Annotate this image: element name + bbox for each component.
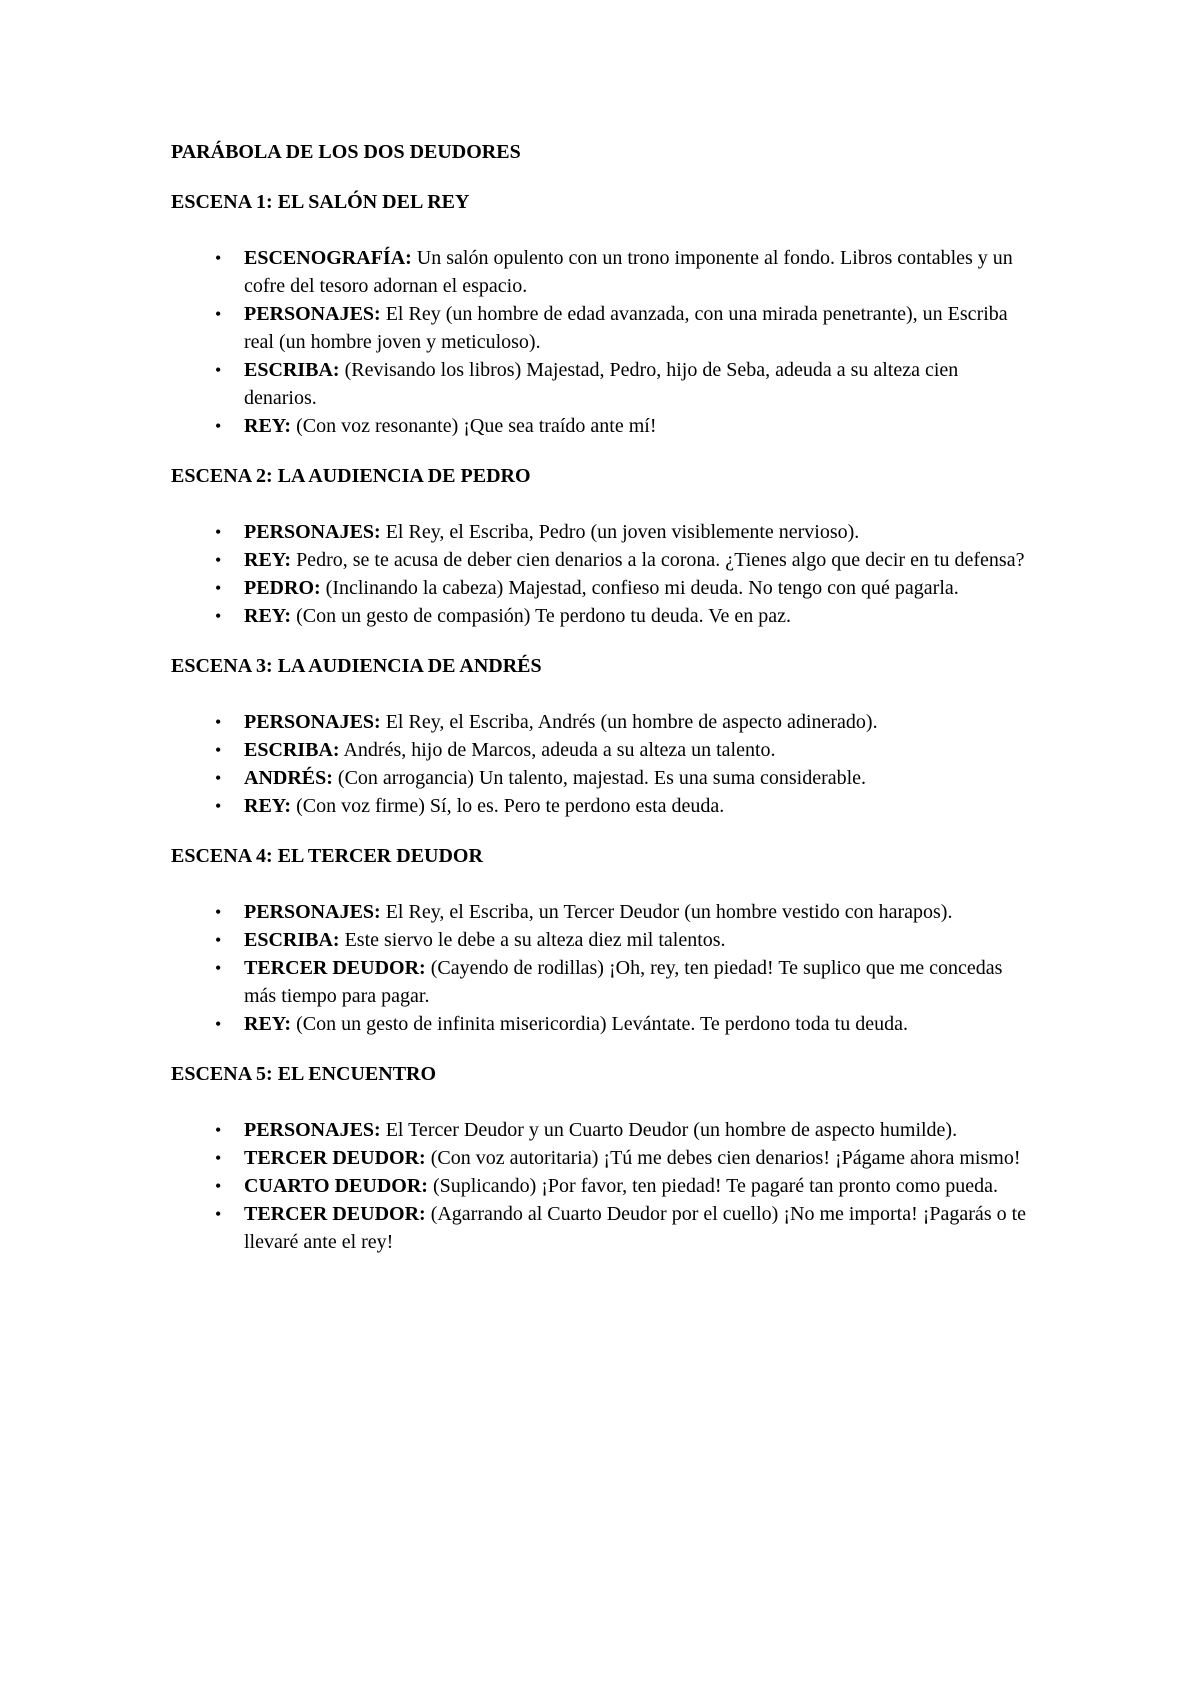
speaker-label: ESCRIBA: <box>244 739 340 761</box>
line-text: (Con un gesto de compasión) Te perdono tu deuda. Ve en paz. <box>291 605 792 627</box>
bullet-icon: • <box>215 958 222 978</box>
line-text: (Con voz resonante) ¡Que sea traído ante mí! <box>291 415 657 437</box>
scene-heading: ESCENA 3: LA AUDIENCIA DE ANDRÉS <box>171 655 542 677</box>
list-item <box>171 1116 1034 1144</box>
scene-3 <box>171 652 1071 820</box>
scene-heading: ESCENA 4: EL TERCER DEUDOR <box>171 845 483 867</box>
speaker-label: PERSONAJES: <box>244 521 381 543</box>
speaker-label: REY: <box>244 549 292 571</box>
list-item <box>171 546 1034 574</box>
speaker-label: REY: <box>244 1013 292 1035</box>
list-item <box>171 602 1034 630</box>
list-item <box>171 1200 1034 1256</box>
bullet-icon: • <box>215 304 222 324</box>
speaker-label: REY: <box>244 415 292 437</box>
speaker-label: TERCER DEUDOR: <box>244 1203 426 1225</box>
scene-lines <box>171 244 1071 440</box>
bullet-icon: • <box>215 416 222 436</box>
bullet-icon: • <box>215 1204 222 1224</box>
document-page <box>171 138 1071 1278</box>
line-text: Andrés, hijo de Marcos, adeuda a su alteza un talento. <box>339 739 776 761</box>
speaker-label: REY: <box>244 605 292 627</box>
speaker-label: CUARTO DEUDOR: <box>244 1175 428 1197</box>
speaker-label: TERCER DEUDOR: <box>244 957 426 979</box>
list-item <box>171 898 1034 926</box>
list-item <box>171 574 1034 602</box>
speaker-label: PERSONAJES: <box>244 303 381 325</box>
bullet-icon: • <box>215 248 222 268</box>
scene-2 <box>171 462 1071 630</box>
bullet-icon: • <box>215 522 222 542</box>
bullet-icon: • <box>215 1120 222 1140</box>
speaker-label: TERCER DEUDOR: <box>244 1147 426 1169</box>
scene-lines <box>171 898 1071 1038</box>
list-item <box>171 518 1034 546</box>
line-text: (Agarrando al Cuarto Deudor por el cuello) ¡No me importa! ¡Pagarás o te llevaré ante el rey! <box>244 1203 1027 1253</box>
speaker-label: ESCENOGRAFÍA: <box>244 247 412 269</box>
line-text: (Con un gesto de infinita misericordia) Levántate. Te perdono toda tu deuda. <box>291 1013 908 1035</box>
list-item <box>171 954 1034 1010</box>
bullet-icon: • <box>215 1148 222 1168</box>
list-item <box>171 708 1034 736</box>
bullet-icon: • <box>215 578 222 598</box>
line-text: (Revisando los libros) Majestad, Pedro, hijo de Seba, adeuda a su alteza cien denarios. <box>244 359 959 409</box>
bullet-icon: • <box>215 796 222 816</box>
speaker-label: PEDRO: <box>244 577 321 599</box>
line-text: (Inclinando la cabeza) Majestad, confieso mi deuda. No tengo con qué pagarla. <box>320 577 959 599</box>
list-item <box>171 764 1034 792</box>
line-text: El Rey, el Escriba, Andrés (un hombre de aspecto adinerado). <box>380 711 878 733</box>
scene-lines <box>171 518 1071 630</box>
scene-1 <box>171 188 1071 440</box>
bullet-icon: • <box>215 902 222 922</box>
list-item <box>171 356 1034 412</box>
line-text: (Cayendo de rodillas) ¡Oh, rey, ten piedad! Te suplico que me concedas más tiempo para pagar. <box>244 957 1003 1007</box>
list-item <box>171 792 1034 820</box>
list-item <box>171 1010 1034 1038</box>
scene-lines <box>171 708 1071 820</box>
speaker-label: REY: <box>244 795 292 817</box>
list-item <box>171 926 1034 954</box>
scene-heading: ESCENA 1: EL SALÓN DEL REY <box>171 191 470 213</box>
line-text: Este siervo le debe a su alteza diez mil talentos. <box>339 929 726 951</box>
list-item <box>171 1172 1034 1200</box>
line-text: Pedro, se te acusa de deber cien denarios a la corona. ¿Tienes algo que decir en tu defensa? <box>291 549 1025 571</box>
bullet-icon: • <box>215 712 222 732</box>
bullet-icon: • <box>215 606 222 626</box>
line-text: (Con voz firme) Sí, lo es. Pero te perdono esta deuda. <box>291 795 725 817</box>
list-item <box>171 1144 1034 1172</box>
scene-4 <box>171 842 1071 1038</box>
scene-lines <box>171 1116 1071 1256</box>
scene-5 <box>171 1060 1071 1256</box>
speaker-label: PERSONAJES: <box>244 901 381 923</box>
bullet-icon: • <box>215 360 222 380</box>
bullet-icon: • <box>215 768 222 788</box>
line-text: (Suplicando) ¡Por favor, ten piedad! Te pagaré tan pronto como pueda. <box>427 1175 998 1197</box>
speaker-label: ESCRIBA: <box>244 929 340 951</box>
bullet-icon: • <box>215 740 222 760</box>
bullet-icon: • <box>215 930 222 950</box>
list-item <box>171 244 1034 300</box>
line-text: (Con voz autoritaria) ¡Tú me debes cien denarios! ¡Págame ahora mismo! <box>425 1147 1021 1169</box>
list-item <box>171 300 1034 356</box>
bullet-icon: • <box>215 1014 222 1034</box>
scene-heading: ESCENA 2: LA AUDIENCIA DE PEDRO <box>171 465 531 487</box>
list-item <box>171 736 1034 764</box>
line-text: El Rey, el Escriba, un Tercer Deudor (un hombre vestido con harapos). <box>380 901 953 923</box>
speaker-label: ESCRIBA: <box>244 359 340 381</box>
line-text: El Rey (un hombre de edad avanzada, con una mirada penetrante), un Escriba real (un hombre joven y meticuloso). <box>244 303 1008 353</box>
scene-heading: ESCENA 5: EL ENCUENTRO <box>171 1063 437 1085</box>
line-text: Un salón opulento con un trono imponente al fondo. Libros contables y un cofre del tesoro adornan el espacio. <box>244 247 1013 297</box>
speaker-label: PERSONAJES: <box>244 1119 381 1141</box>
bullet-icon: • <box>215 1176 222 1196</box>
speaker-label: ANDRÉS: <box>244 767 333 789</box>
bullet-icon: • <box>215 550 222 570</box>
line-text: El Tercer Deudor y un Cuarto Deudor (un hombre de aspecto humilde). <box>380 1119 958 1141</box>
speaker-label: PERSONAJES: <box>244 711 381 733</box>
list-item <box>171 412 1034 440</box>
document-title: PARÁBOLA DE LOS DOS DEUDORES <box>171 141 521 163</box>
line-text: El Rey, el Escriba, Pedro (un joven visiblemente nervioso). <box>380 521 860 543</box>
line-text: (Con arrogancia) Un talento, majestad. Es una suma considerable. <box>332 767 867 789</box>
